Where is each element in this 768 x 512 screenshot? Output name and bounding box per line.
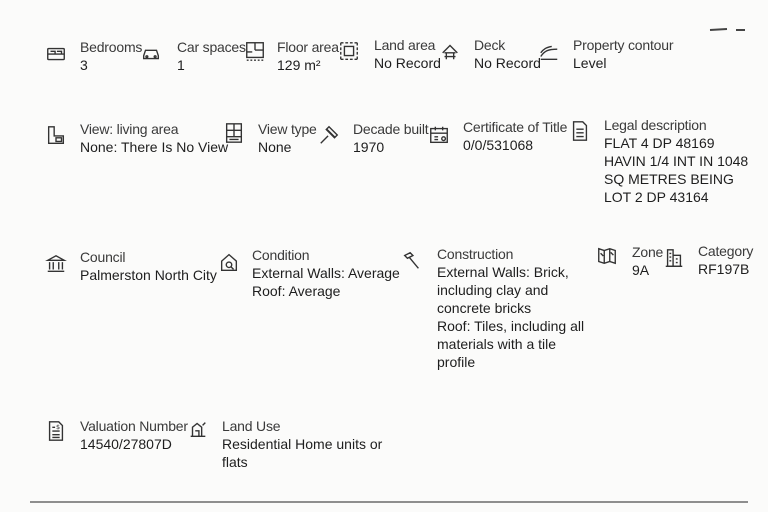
view-type-label: View type: [258, 121, 317, 137]
condition-value-roof: Roof: Average: [252, 283, 341, 299]
field-condition: [252, 246, 400, 300]
field-land-use: [222, 417, 392, 471]
bed-icon: [45, 43, 67, 65]
view-living-area-label: View: living area: [80, 121, 179, 137]
bedrooms-label: Bedrooms: [80, 39, 143, 55]
bedrooms-value: 3: [80, 57, 88, 73]
category-label: Category: [698, 243, 754, 259]
deck-icon: [439, 40, 461, 62]
legal-description-value: FLAT 4 DP 48169 HAVIN 1/4 INT IN 1048 SQ METRES BEING LOT 2 DP 43164: [604, 135, 749, 205]
property-contour-label: Property contour: [573, 37, 674, 53]
condition-house-icon: [218, 251, 240, 273]
view-type-icon: [318, 124, 340, 146]
window-icon: [223, 122, 245, 144]
field-valuation-number: [80, 417, 188, 453]
land-use-label: Land Use: [222, 418, 281, 434]
hammer-icon: [401, 250, 423, 272]
land-use-value: Residential Home units or flats: [222, 436, 383, 470]
zone-label: Zone: [632, 244, 664, 260]
view-living-area-icon: [45, 124, 67, 146]
svg-text:$: $: [56, 423, 61, 432]
deck-label: Deck: [474, 37, 506, 53]
construction-value-roof: Roof: Tiles, including all materials with a tile profile: [437, 318, 585, 370]
field-zone: [632, 243, 663, 279]
zone-value: 9A: [632, 262, 650, 278]
field-view-living-area: [80, 120, 228, 156]
land-area-label: Land area: [374, 37, 436, 53]
field-bedrooms: [80, 38, 142, 74]
council-value: Palmerston North City: [80, 267, 217, 283]
zone-map-icon: [596, 245, 618, 267]
field-land-area: [374, 36, 441, 72]
field-deck: [474, 36, 541, 72]
car-spaces-value: 1: [177, 57, 185, 73]
field-property-contour: [573, 36, 673, 72]
condition-label: Condition: [252, 247, 310, 263]
field-decade-built: [353, 120, 428, 156]
decade-built-value: 1970: [353, 139, 385, 155]
field-category: [698, 242, 753, 278]
view-type-value: None: [258, 139, 292, 155]
car-icon: [140, 42, 162, 64]
view-living-area-value: None: There Is No View: [80, 139, 229, 155]
council-label: Council: [80, 249, 126, 265]
category-building-icon: [663, 247, 685, 269]
document-icon: [569, 120, 591, 142]
floor-plan-icon: [244, 40, 266, 62]
certificate-of-title-label: Certificate of Title: [463, 119, 568, 135]
legal-description-label: Legal description: [604, 117, 707, 133]
property-contour-value: Level: [573, 55, 607, 71]
construction-value-walls: External Walls: Brick, including clay and concrete bricks: [437, 264, 569, 316]
field-construction: [437, 245, 587, 371]
field-car-spaces: [177, 38, 246, 74]
car-spaces-label: Car spaces: [177, 39, 246, 55]
land-area-value: No Record: [374, 55, 441, 71]
field-view-type: [258, 120, 317, 156]
valuation-number-label: Valuation Number: [80, 418, 188, 434]
condition-value-walls: External Walls: Average: [252, 265, 400, 281]
land-area-icon: [338, 40, 360, 62]
field-floor-area: [277, 38, 339, 74]
council-building-icon: [45, 253, 67, 275]
field-council: [80, 248, 217, 284]
floor-area-value: 129 m²: [277, 57, 321, 73]
construction-label: Construction: [437, 246, 514, 262]
deck-value: No Record: [474, 55, 541, 71]
contour-icon: [538, 40, 560, 62]
certificate-of-title-value: 0/0/531068: [463, 137, 534, 153]
land-use-icon: [187, 418, 209, 440]
calendar-icon: [428, 124, 450, 146]
valuation-number-value: 14540/27807D: [80, 436, 172, 452]
bottom-divider: [30, 501, 748, 503]
scan-mark: [709, 27, 747, 33]
decade-built-label: Decade built: [353, 121, 429, 137]
category-value: RF197B: [698, 261, 750, 277]
valuation-document-icon: [45, 420, 67, 442]
floor-area-label: Floor area: [277, 39, 339, 55]
field-legal-description: [604, 116, 756, 206]
field-certificate-of-title: [463, 118, 567, 154]
